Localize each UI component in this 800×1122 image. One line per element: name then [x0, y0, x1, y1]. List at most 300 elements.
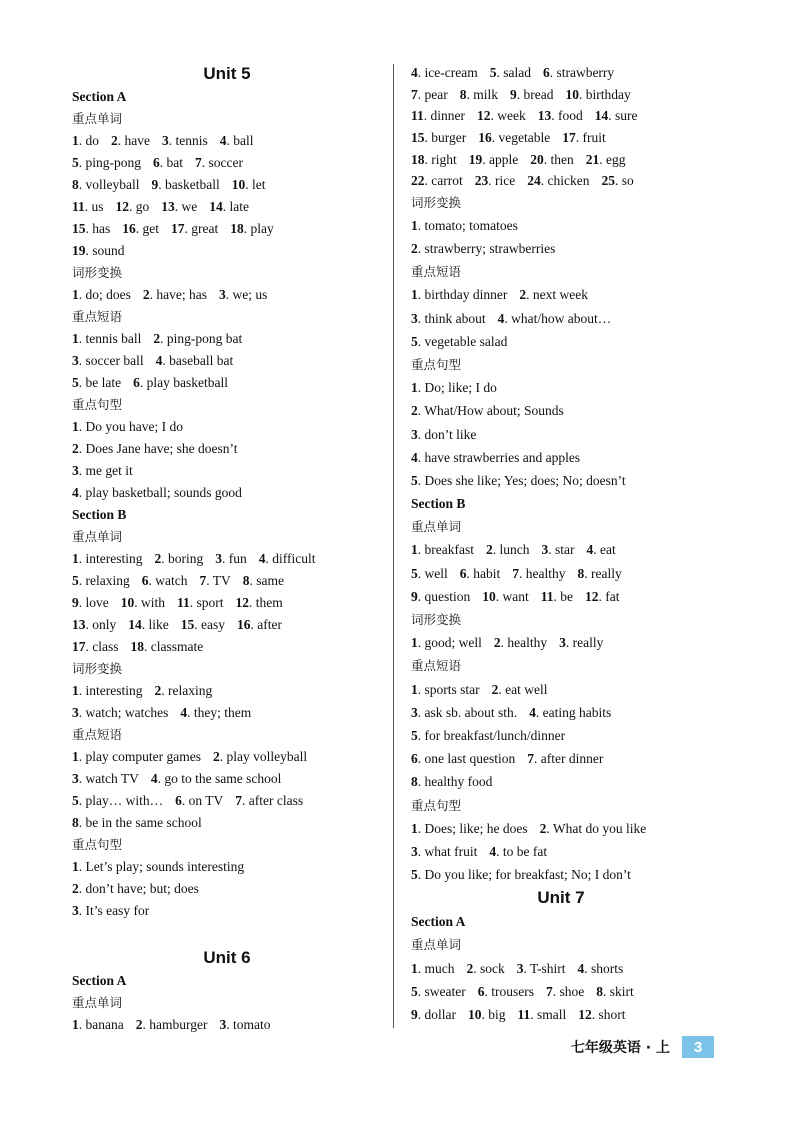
answer-item: 15. easy — [180, 617, 226, 632]
item-number: 2 — [519, 287, 527, 303]
item-number: 1 — [411, 635, 418, 651]
answer-item: 2. have; has — [142, 287, 207, 302]
item-number: 2 — [72, 441, 79, 456]
answer-item: 8. be in the same school — [72, 815, 202, 830]
answer-item: 2. next week — [519, 287, 588, 303]
item-text: interesting — [85, 683, 143, 698]
item-text: TV — [212, 573, 231, 588]
answer-item: 4. shorts — [577, 960, 624, 976]
answer-line — [72, 548, 382, 570]
item-text: birthday — [585, 86, 631, 102]
item-number: 4 — [529, 704, 536, 720]
item-text: do; does — [85, 287, 131, 302]
item-number: 8 — [411, 774, 418, 790]
answer-item: 6. habit — [459, 565, 501, 581]
answer-item: 9. dollar — [411, 1007, 456, 1022]
item-text: then — [550, 151, 574, 167]
item-text: one last question — [424, 751, 516, 767]
answer-item: 3. watch; watches — [72, 705, 169, 720]
item-number: 2 — [154, 551, 162, 566]
answer-line — [411, 724, 711, 747]
answer-line — [72, 614, 382, 636]
item-number: 3 — [516, 960, 524, 976]
answer-item: 1. do; does — [72, 287, 131, 302]
item-number: 9 — [411, 588, 418, 604]
item-text: play basketball — [146, 375, 228, 390]
item-number: 18 — [411, 151, 425, 167]
answer-item: 2. lunch — [485, 542, 530, 558]
item-number: 12 — [585, 588, 599, 604]
item-text: be — [560, 588, 574, 604]
item-number: 3 — [541, 542, 549, 558]
item-text: volleyball — [85, 177, 140, 192]
item-text: play… with… — [85, 793, 164, 808]
item-text: what fruit — [424, 843, 478, 859]
item-text: to be fat — [502, 843, 548, 859]
answer-item: 2. sock — [466, 960, 505, 976]
item-number: 7 — [235, 793, 243, 808]
item-number: 10 — [565, 86, 579, 102]
item-text: apple — [489, 151, 519, 167]
answer-item: 15. burger — [411, 130, 467, 146]
item-number: 7 — [527, 751, 534, 767]
item-number: 18 — [230, 221, 244, 236]
answer-item: 2. What do you like — [539, 820, 647, 836]
answer-item: 10. let — [231, 177, 266, 192]
answer-item: 2. have — [111, 133, 150, 148]
item-number: 1 — [72, 419, 79, 434]
item-number: 19 — [72, 243, 86, 258]
item-number: 3 — [559, 635, 566, 651]
answer-item: 2. eat well — [491, 681, 548, 697]
item-number: 3 — [161, 133, 169, 148]
answer-item: 8. skirt — [596, 983, 634, 999]
item-text: don’t like — [424, 426, 477, 442]
answer-item: 10. want — [482, 588, 529, 604]
item-text: carrot — [431, 173, 463, 189]
category-heading: 重点短语 — [411, 264, 462, 280]
answer-line — [72, 328, 382, 350]
item-text: small — [537, 1007, 567, 1022]
left-column — [72, 62, 382, 1036]
item-text: have; has — [156, 287, 207, 302]
answer-item: 12. fat — [585, 588, 620, 604]
item-number: 2 — [154, 683, 162, 698]
item-text: Does; like; he does — [424, 820, 528, 836]
item-number: 25 — [601, 173, 615, 189]
item-number: 6 — [459, 565, 467, 581]
answer-item: 13. we — [161, 199, 198, 214]
item-text: dinner — [430, 108, 466, 124]
item-number: 3 — [411, 704, 418, 720]
answer-item: 3. T-shirt — [516, 960, 566, 976]
item-number: 7 — [199, 573, 207, 588]
item-text: watch — [155, 573, 188, 588]
answer-item: 25. so — [601, 173, 634, 189]
item-text: interesting — [85, 551, 143, 566]
answer-item: 2. Does Jane have; she doesn’t — [72, 441, 238, 456]
answer-item: 10. birthday — [565, 86, 631, 102]
item-text: let — [251, 177, 266, 192]
answer-item: 1. interesting — [72, 551, 143, 566]
answer-item: 18. classmate — [130, 639, 204, 654]
item-number: 8 — [577, 565, 585, 581]
answer-line — [72, 284, 382, 306]
item-number: 10 — [120, 595, 135, 610]
answer-line — [411, 631, 711, 654]
item-number: 6 — [175, 793, 182, 808]
item-number: 2 — [135, 1017, 143, 1032]
item-number: 11 — [540, 588, 554, 604]
answer-item: 2. What/How about; Sounds — [411, 403, 564, 419]
answer-item: 5. sweater — [411, 983, 466, 999]
answer-line — [72, 680, 382, 702]
item-text: after — [257, 617, 282, 632]
item-text: strawberry; strawberries — [424, 241, 556, 256]
answer-item: 12. week — [477, 108, 526, 124]
item-number: 3 — [215, 551, 222, 566]
answer-line — [411, 585, 711, 608]
answer-item: 6. on TV — [175, 793, 224, 808]
answer-item: 1. do — [72, 133, 99, 148]
answer-item: 14. late — [209, 199, 250, 214]
item-number: 12 — [578, 1007, 592, 1022]
answer-item: 9. question — [411, 588, 471, 604]
item-number: 12 — [477, 108, 491, 124]
section-heading: Section B — [411, 496, 466, 512]
answer-item: 1. much — [411, 960, 455, 976]
item-number: 3 — [72, 463, 79, 478]
item-text: on TV — [188, 793, 224, 808]
item-text: we; us — [232, 287, 268, 302]
answer-line — [411, 170, 711, 192]
item-number: 11 — [72, 199, 85, 214]
item-text: shorts — [591, 960, 624, 976]
answer-line — [411, 423, 711, 446]
answer-item: 13. only — [72, 617, 117, 632]
answer-item: 9. basketball — [151, 177, 220, 192]
item-number: 1 — [72, 287, 79, 302]
answer-item: 11. small — [517, 1007, 567, 1022]
answer-item: 3. It’s easy for — [72, 903, 150, 918]
item-text: bat — [166, 155, 183, 170]
answer-item: 10. with — [120, 595, 166, 610]
item-number: 4 — [577, 960, 585, 976]
answer-item: 17. great — [171, 221, 219, 236]
item-number: 11 — [177, 595, 190, 610]
item-text: class — [92, 639, 119, 654]
answer-item: 4. what/how about… — [497, 310, 612, 326]
answer-item: 18. play — [230, 221, 274, 236]
answer-item: 2. play volleyball — [212, 749, 308, 764]
item-text: habit — [473, 565, 501, 581]
item-number: 18 — [130, 639, 144, 654]
item-text: fat — [605, 588, 620, 604]
item-number: 24 — [527, 173, 541, 189]
item-text: good; well — [424, 635, 482, 651]
item-text: them — [255, 595, 283, 610]
item-number: 7 — [512, 565, 519, 581]
item-number: 17 — [562, 130, 576, 146]
item-number: 4 — [180, 705, 188, 720]
answer-item: 6. bat — [153, 155, 183, 170]
answer-line — [72, 790, 382, 812]
category-heading: 重点单词 — [72, 111, 123, 126]
item-number: 8 — [596, 983, 603, 999]
answer-item: 2. boring — [154, 551, 204, 566]
item-text: Do you have; I do — [85, 419, 183, 434]
answer-item: 18. right — [411, 151, 457, 167]
answer-line — [72, 174, 382, 196]
answer-item: 2. strawberry; strawberries — [411, 241, 556, 256]
item-text: have strawberries and apples — [424, 449, 581, 465]
item-number: 11 — [517, 1007, 531, 1022]
item-text: easy — [201, 617, 226, 632]
answer-item: 1. sports star — [411, 681, 480, 697]
answer-line — [411, 283, 711, 306]
answer-line — [411, 237, 711, 260]
answer-item: 3. don’t like — [411, 426, 477, 442]
item-number: 4 — [497, 310, 505, 326]
item-text: ball — [233, 133, 254, 148]
answer-item: 3. tennis — [161, 133, 208, 148]
item-text: strawberry — [556, 65, 615, 80]
item-text: right — [431, 151, 457, 167]
item-number: 5 — [411, 565, 418, 581]
item-number: 2 — [142, 287, 150, 302]
item-text: milk — [473, 86, 498, 102]
item-text: skirt — [609, 983, 634, 999]
item-number: 3 — [411, 843, 418, 859]
item-number: 16 — [478, 130, 492, 146]
category-heading: 重点单词 — [72, 529, 123, 544]
item-text: love — [85, 595, 109, 610]
item-number: 20 — [530, 151, 544, 167]
answer-item: 17. class — [72, 639, 119, 654]
item-number: 1 — [411, 380, 418, 396]
item-number: 1 — [72, 133, 79, 148]
item-number: 3 — [411, 426, 418, 442]
item-text: so — [621, 173, 634, 189]
answer-line — [411, 562, 711, 585]
item-number: 4 — [586, 542, 594, 558]
item-number: 16 — [122, 221, 136, 236]
item-text: soccer — [208, 155, 243, 170]
item-number: 2 — [493, 635, 501, 651]
answer-item: 15. has — [72, 221, 111, 236]
answer-item: 3. think about — [411, 310, 486, 326]
item-text: What do you like — [552, 820, 647, 836]
item-text: healthy food — [424, 774, 493, 790]
answer-item: 14. like — [128, 617, 169, 632]
answer-line — [411, 330, 711, 353]
item-number: 2 — [411, 241, 418, 256]
item-text: only — [92, 617, 117, 632]
answer-item: 3. soccer ball — [72, 353, 144, 368]
item-text: much — [424, 960, 455, 976]
item-number: 1 — [411, 217, 418, 233]
answer-item: 7. after class — [235, 793, 304, 808]
item-text: eat well — [505, 681, 548, 697]
answer-item: 2. hamburger — [135, 1017, 208, 1032]
answer-line — [411, 1003, 711, 1026]
answer-line — [411, 678, 711, 701]
item-text: salad — [503, 65, 531, 80]
answer-line — [72, 592, 382, 614]
answer-item: 2. ping-pong bat — [153, 331, 243, 346]
answer-item: 1. good; well — [411, 635, 482, 651]
item-text: eating habits — [542, 704, 612, 720]
item-number: 1 — [411, 820, 418, 836]
item-number: 19 — [468, 151, 483, 167]
answer-item: 7. healthy — [512, 565, 566, 581]
page-number: 3 — [682, 1036, 714, 1058]
answer-item: 2. healthy — [493, 635, 548, 651]
answer-item: 5. be late — [72, 375, 122, 390]
item-text: soccer ball — [85, 353, 144, 368]
item-number: 21 — [585, 151, 600, 167]
answer-item: 5. Does she like; Yes; does; No; doesn’t — [411, 472, 626, 488]
item-number: 2 — [212, 749, 220, 764]
answer-line — [411, 980, 711, 1003]
answer-item: 13. food — [537, 108, 583, 124]
item-text: It’s easy for — [85, 903, 150, 918]
item-text: tomato; tomatoes — [424, 217, 518, 233]
answer-item: 2. relaxing — [154, 683, 213, 698]
answer-item: 9. love — [72, 595, 109, 610]
answer-line — [411, 817, 711, 840]
category-heading: 重点单词 — [411, 937, 462, 953]
answer-item: 5. for breakfast/lunch/dinner — [411, 727, 566, 743]
item-text: have — [124, 133, 150, 148]
item-text: don’t have; but; does — [85, 881, 199, 896]
section-heading: Section B — [72, 507, 127, 522]
item-text: hamburger — [149, 1017, 208, 1032]
category-heading: 重点单词 — [72, 995, 123, 1010]
item-number: 8 — [72, 177, 79, 192]
answer-item: 4. baseball bat — [155, 353, 234, 368]
item-number: 3 — [411, 310, 418, 326]
item-number: 13 — [537, 108, 552, 124]
item-number: 5 — [411, 983, 418, 999]
item-text: Let’s play; sounds interesting — [85, 859, 245, 874]
answer-item: 20. then — [530, 151, 574, 167]
item-number: 4 — [72, 485, 79, 500]
item-text: sports star — [424, 681, 480, 697]
answer-line — [72, 372, 382, 394]
item-number: 3 — [72, 771, 79, 786]
item-text: great — [191, 221, 219, 236]
item-text: classmate — [150, 639, 204, 654]
answer-item: 3. me get it — [72, 463, 133, 478]
item-text: healthy — [507, 635, 548, 651]
item-number: 13 — [72, 617, 86, 632]
answer-item: 11. be — [540, 588, 574, 604]
answer-line — [72, 812, 382, 834]
item-text: breakfast — [424, 542, 474, 558]
answer-item: 4. eat — [586, 542, 616, 558]
answer-item: 1. Let’s play; sounds interesting — [72, 859, 245, 874]
answer-item: 7. soccer — [195, 155, 243, 170]
item-number: 10 — [482, 588, 496, 604]
answer-item: 4. to be fat — [489, 843, 548, 859]
item-text: week — [497, 108, 526, 124]
item-number: 22 — [411, 173, 425, 189]
answer-item: 17. fruit — [562, 130, 606, 146]
item-text: sure — [615, 108, 638, 124]
item-number: 1 — [411, 960, 418, 976]
item-number: 14 — [128, 617, 142, 632]
answer-item: 11. sport — [177, 595, 224, 610]
answer-line — [72, 702, 382, 724]
answer-item: 10. big — [468, 1007, 506, 1022]
item-text: star — [554, 542, 575, 558]
item-number: 10 — [231, 177, 246, 192]
answer-line — [72, 416, 382, 438]
item-number: 11 — [411, 108, 424, 124]
item-text: bread — [523, 86, 554, 102]
item-number: 15 — [411, 130, 425, 146]
item-number: 3 — [219, 1017, 227, 1032]
answer-line — [411, 84, 711, 106]
item-number: 1 — [72, 859, 79, 874]
item-number: 3 — [72, 353, 79, 368]
answer-item: 1. tennis ball — [72, 331, 142, 346]
answer-item: 12. go — [115, 199, 150, 214]
item-number: 5 — [72, 793, 79, 808]
answer-item: 5. ping-pong — [72, 155, 141, 170]
item-number: 8 — [72, 815, 79, 830]
answer-item: 1. birthday dinner — [411, 287, 508, 303]
answer-line — [72, 218, 382, 240]
item-text: watch; watches — [85, 705, 169, 720]
item-number: 17 — [171, 221, 185, 236]
item-number: 4 — [150, 771, 158, 786]
item-text: after dinner — [540, 751, 604, 767]
answer-line — [411, 214, 711, 237]
answer-line — [72, 900, 382, 922]
answer-line — [411, 307, 711, 330]
book-title: 七年级英语 · 上 — [570, 1040, 670, 1056]
item-number: 10 — [468, 1007, 482, 1022]
item-number: 1 — [411, 681, 418, 697]
answer-item: 5. vegetable salad — [411, 333, 508, 349]
item-text: well — [424, 565, 448, 581]
answer-line — [411, 376, 711, 399]
item-text: tennis ball — [85, 331, 142, 346]
item-text: ping-pong bat — [166, 331, 243, 346]
spacer — [72, 922, 382, 946]
answer-item: 12. short — [578, 1007, 626, 1022]
answer-line — [411, 105, 711, 127]
answer-item: 19. apple — [468, 151, 519, 167]
item-number: 3 — [72, 705, 79, 720]
answer-line — [72, 636, 382, 658]
item-text: for breakfast/lunch/dinner — [424, 727, 566, 743]
answer-item: 3. ask sb. about sth. — [411, 704, 518, 720]
answer-item: 3. star — [541, 542, 575, 558]
item-number: 5 — [411, 727, 418, 743]
item-text: healthy — [525, 565, 566, 581]
answer-item: 6. watch — [141, 573, 188, 588]
item-text: we — [181, 199, 198, 214]
category-heading: 词形变换 — [411, 195, 462, 211]
item-text: relaxing — [168, 683, 213, 698]
answer-item: 5. salad — [489, 65, 531, 80]
answer-item: 7. TV — [199, 573, 231, 588]
item-text: boring — [168, 551, 204, 566]
answer-item: 6. strawberry — [542, 65, 615, 80]
